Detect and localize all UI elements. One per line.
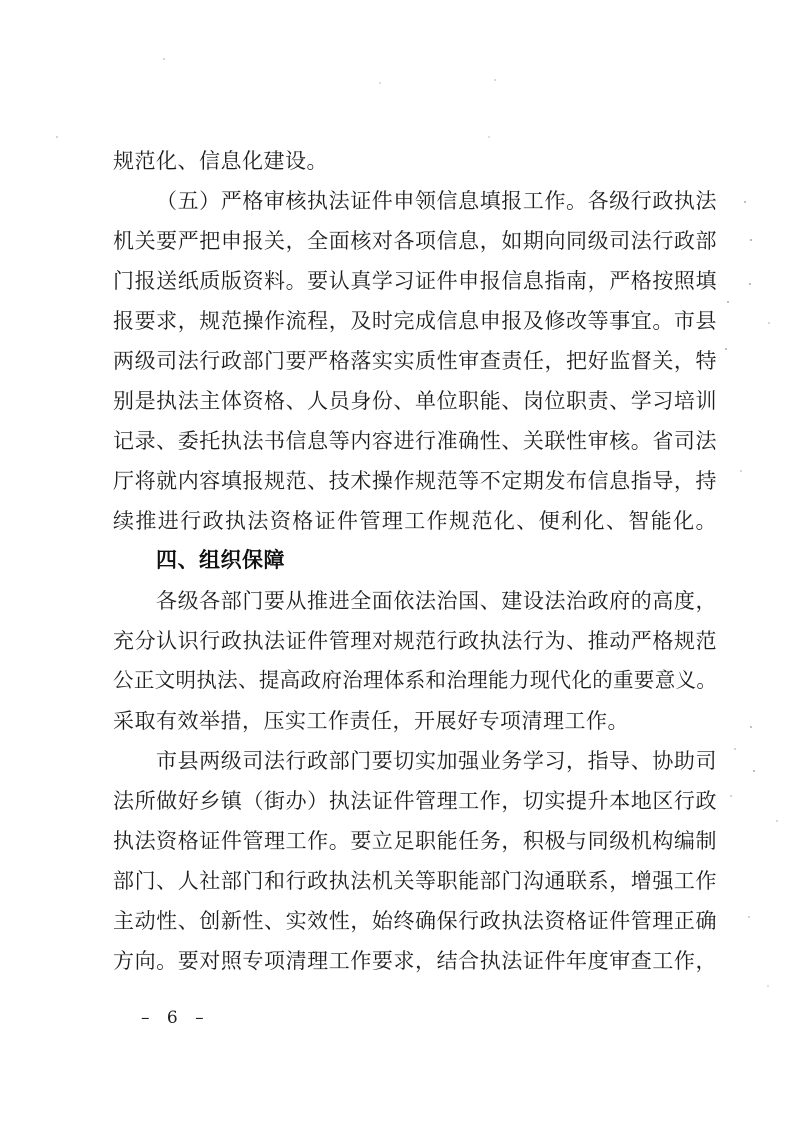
- text-line: （五）严格审核执法证件申领信息填报工作。各级行政执法: [156, 189, 717, 213]
- section-heading: 四、组织保障: [156, 549, 285, 572]
- document-body: [113, 141, 717, 981]
- text-line: 机关要严把申报关，全面核对各项信息，如期向同级司法行政部: [113, 229, 717, 253]
- text-line: 各级各部门要从推进全面依法治国、建设法治政府的高度，: [156, 589, 717, 613]
- text-line: 别是执法主体资格、人员身份、单位职能、岗位职责、学习培训: [113, 389, 717, 413]
- text-line: 充分认识行政执法证件管理对规范行政执法行为、推动严格规范: [113, 629, 717, 653]
- text-line: 公正文明执法、提高政府治理体系和治理能力现代化的重要意义。: [113, 670, 717, 692]
- text-line: 主动性、创新性、实效性，始终确保行政执法资格证件管理正确: [113, 909, 717, 933]
- text-line: 厅将就内容填报规范、技术操作规范等不定期发布信息指导，持: [113, 469, 717, 493]
- scan-speck-noise: [0, 0, 2, 2]
- text-line: 市县两级司法行政部门要切实加强业务学习，指导、协助司: [156, 749, 717, 773]
- text-line: 报要求，规范操作流程，及时完成信息申报及修改等事宜。市县: [113, 309, 717, 333]
- text-line: 规范化、信息化建设。: [113, 149, 328, 173]
- text-line: 法所做好乡镇（街办）执法证件管理工作，切实提升本地区行政: [113, 789, 717, 813]
- text-line: 续推进行政执法资格证件管理工作规范化、便利化、智能化。: [113, 509, 717, 533]
- text-line: 部门、人社部门和行政执法机关等职能部门沟通联系，增强工作: [113, 869, 717, 893]
- text-line: 两级司法行政部门要严格落实实质性审查责任，把好监督关，特: [113, 349, 717, 373]
- text-line: 记录、委托执法书信息等内容进行准确性、关联性审核。省司法: [113, 429, 717, 453]
- page-number: – 6 –: [141, 1008, 210, 1028]
- text-line: 采取有效举措，压实工作责任，开展好专项清理工作。: [113, 709, 629, 733]
- text-line: 门报送纸质版资料。要认真学习证件申报信息指南，严格按照填: [113, 269, 717, 293]
- text-line: 方向。要对照专项清理工作要求，结合执法证件年度审查工作，: [113, 949, 717, 973]
- text-line: 执法资格证件管理工作。要立足职能任务，积极与同级机构编制: [113, 829, 717, 853]
